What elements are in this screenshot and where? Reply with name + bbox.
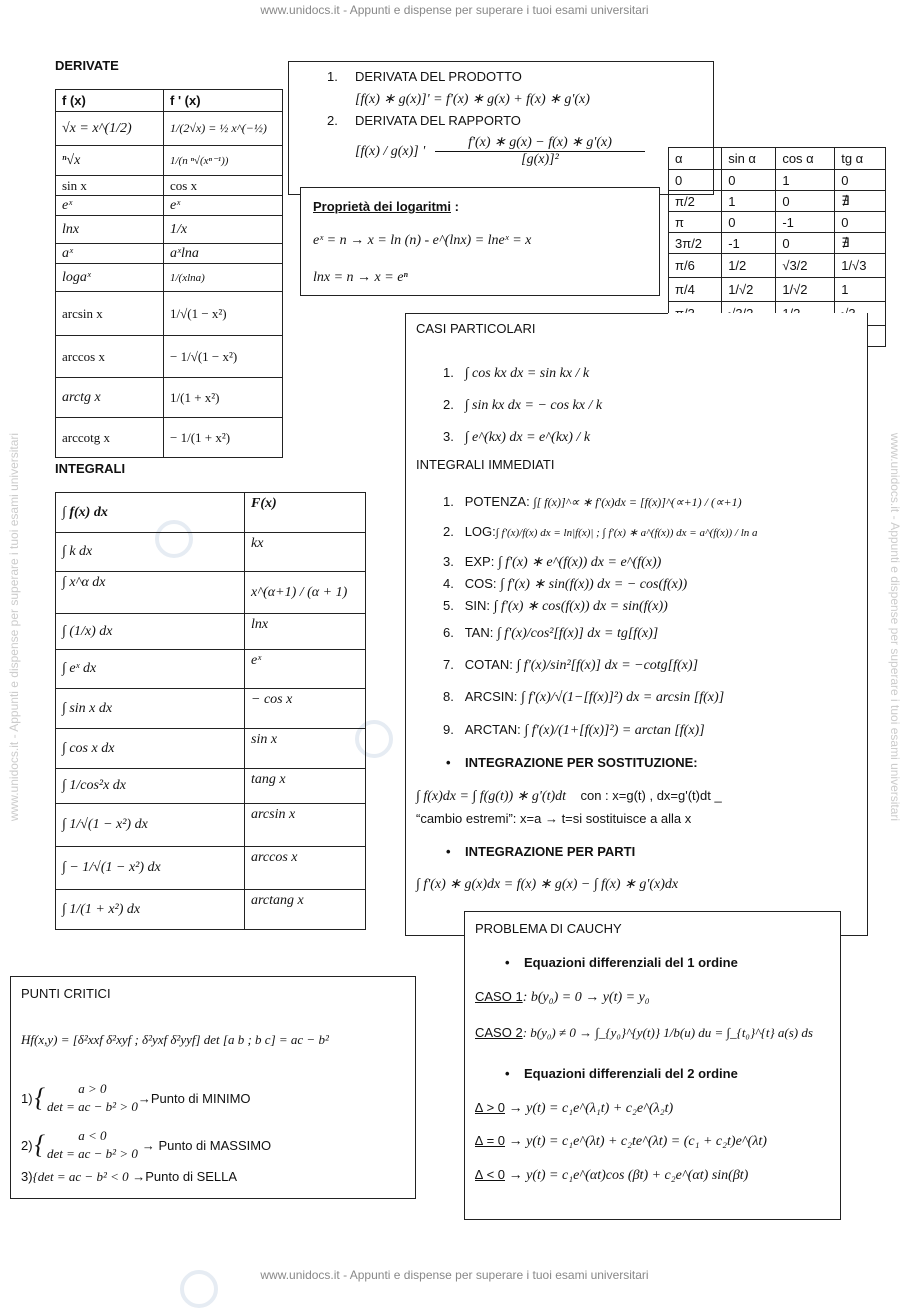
derivate-cell: 1/x [164,216,283,244]
integrali-table [55,492,366,930]
derivate-cell: 1/(2√x) = ½ x^(−½) [164,112,283,146]
trig-header: sin α [722,148,776,170]
trig-cell: ∄ [835,233,886,254]
integrali-cell: ∫ − 1/√(1 − x²) dx [56,847,245,890]
integrali-cell: ∫ x^α dx [56,572,245,614]
trig-cell: 1 [776,170,835,191]
delta-zero: ∆ = 0 → y(t) = c₁e^(λt) + c₂te^(λt) = (c₁ + c₂t)e^(λt) [475,1133,767,1149]
derivate-header-fx: f (x) [56,90,164,112]
derivate-cell: logaˣ [56,264,164,292]
integrali-cell: lnx [245,614,366,650]
derivate-cell: √x = x^(1/2) [56,112,164,146]
trig-cell: 0 [776,233,835,254]
trig-cell: 0 [669,170,722,191]
derivate-cell: − 1/√(1 − x²) [164,336,283,378]
derivate-cell: arccos x [56,336,164,378]
integrali-cell: ∫ 1/(1 + x²) dx [56,890,245,930]
trig-cell: 1/2 [722,254,776,278]
derivate-cell: eˣ [56,196,164,216]
case-minimum: 1) { a > 0 det = ac − b² > 0 →Punto di MINIMO [21,1081,251,1114]
casi-list [443,357,602,453]
logarithms-colon: : [454,199,459,214]
quotient-lhs: [f(x) / g(x)] ' [355,144,426,159]
trig-header: α [669,148,722,170]
immediati-item: 7. COTAN: ∫ f'(x)/sin²[f(x)] dx = −cotg[f(x)] [443,657,699,673]
integrali-cell: ∫ eˣ dx [56,650,245,689]
integrali-cell: eˣ [245,650,366,689]
trig-cell: 0 [722,170,776,191]
integrali-title: INTEGRALI [55,461,126,476]
trig-cell: 0 [835,212,886,233]
rule-number: 2. [327,113,338,128]
watermark-side-left: www.unidocs.it - Appunti e dispense per superare i tuoi esami universitari [7,432,21,822]
derivate-cell: ⁿ√x [56,146,164,176]
integrali-cell: ∫ 1/cos²x dx [56,769,245,804]
immediati-list [443,494,758,750]
integrali-cell: x^(α+1) / (α + 1) [245,572,366,614]
logarithms-title: Proprietà dei logaritmi [313,199,451,214]
integrali-cell: ∫ (1/x) dx [56,614,245,650]
integrali-cell: ∫ cos x dx [56,729,245,769]
watermark-logo-icon [180,1270,218,1308]
integrali-cell: arcsin x [245,804,366,847]
punti-title: PUNTI CRITICI [21,986,111,1001]
rule-title: DERIVATA DEL RAPPORTO [355,113,521,128]
derivate-cell: 1/√(1 − x²) [164,292,283,336]
trig-cell: -1 [722,233,776,254]
trig-cell: π/2 [669,191,722,212]
trig-cell: √3/2 [776,254,835,278]
integrali-cell: ∫ 1/√(1 − x²) dx [56,804,245,847]
delta-negative: ∆ < 0 → y(t) = c₁e^(αt)cos (βt) + c₂e^(αt) sin(βt) [475,1167,749,1183]
derivate-cell: lnx [56,216,164,244]
derivate-cell: aˣlna [164,244,283,264]
cauchy-box [464,911,841,1220]
derivate-cell: sin x [56,176,164,196]
immediati-item: 9. ARCTAN: ∫ f'(x)/(1+[f(x)]²) = arctan [f(x)] [443,722,705,738]
case-maximum: 2) { a < 0 det = ac − b² > 0 → Punto di MASSIMO [21,1128,272,1161]
trig-cell: 1/√2 [722,278,776,302]
parti-title: • INTEGRAZIONE PER PARTI [446,844,636,859]
trig-header: tg α [835,148,886,170]
cauchy-title: PROBLEMA DI CAUCHY [475,921,622,936]
trig-cell: 0 [835,170,886,191]
derivative-rules-box [288,61,714,195]
derivate-cell: arcsin x [56,292,164,336]
trig-cell: 1 [722,191,776,212]
logarithm-property: eˣ = n → x = ln (n) - e^(lnx) = lneˣ = x [313,233,532,248]
trig-cell: π/6 [669,254,722,278]
immediati-item: 4. COS: ∫ f'(x) ∗ sin(f(x)) dx = − cos(f(x)) [443,576,688,592]
derivate-cell: aˣ [56,244,164,264]
integrali-cell: arccos x [245,847,366,890]
integrali-cell: sin x [245,729,366,769]
casi-item: 2. ∫ sin kx dx = − cos kx / k [443,397,603,413]
sostituzione-title: • INTEGRAZIONE PER SOSTITUZIONE: [446,755,698,770]
caso2: CASO 2: b(y₀) ≠ 0 → ∫_{y₀}^{y(t)} 1/b(u) du = ∫_{t₀}^{t} a(s) ds [475,1025,813,1040]
immediati-item: 6. TAN: ∫ f'(x)/cos²[f(x)] dx = tg[f(x)] [443,625,659,641]
watermark-side-right: www.unidocs.it - Appunti e dispense per superare i tuoi esami universitari [888,432,902,822]
trig-cell: ∄ [835,191,886,212]
derivate-cell: 1/(1 + x²) [164,378,283,418]
integrali-cell: ∫ k dx [56,533,245,572]
derivate-title: DERIVATE [55,58,119,73]
quotient-denominator: [g(x)]² [521,152,559,167]
casi-title: CASI PARTICOLARI [416,321,536,336]
integrali-cell: kx [245,533,366,572]
casi-item: 3. ∫ e^(kx) dx = e^(kx) / k [443,429,591,445]
trig-cell: 0 [722,212,776,233]
delta-positive: ∆ > 0 → y(t) = c₁e^(λ₁t) + c₂e^(λ₂t) [475,1100,674,1116]
product-formula: [f(x) ∗ g(x)]' = f'(x) ∗ g(x) + f(x) ∗ g'(x) [355,92,590,107]
trig-cell: 1 [835,278,886,302]
derivate-cell: arccotg x [56,418,164,458]
watermark-bottom: www.unidocs.it - Appunti e dispense per superare i tuoi esami universitari [260,1268,649,1282]
immediati-item: 2. LOG:∫ f'(x)/f(x) dx = ln|f(x)| ; ∫ f'(x) ∗ a^(f(x)) dx = a^(f(x)) / ln a [443,524,758,539]
immediati-item: 1. POTENZA: ∫[ f(x)]^∝ ∗ f'(x)dx = [f(x)]^(∝+1) / (∝+1) [443,494,742,509]
derivate-table [55,89,283,458]
caso1: CASO 1: b(y₀) = 0 → y(t) = y₀ [475,989,650,1005]
immediati-title: INTEGRALI IMMEDIATI [416,457,555,472]
trig-cell: -1 [776,212,835,233]
immediati-item: 5. SIN: ∫ f'(x) ∗ cos(f(x)) dx = sin(f(x)) [443,598,668,614]
sostituzione-formula: ∫ f(x)dx = ∫ f(g(t)) ∗ g'(t)dt con : x=g(t) , dx=g'(t)dt _ [416,788,722,804]
trig-cell: 3π/2 [669,233,722,254]
rule-title: DERIVATA DEL PRODOTTO [355,69,522,84]
cauchy-second-order: • Equazioni differenziali del 2 ordine [505,1066,738,1081]
immediati-item: 8. ARCSIN: ∫ f'(x)/√(1−[f(x)]²) dx = arcsin [f(x)] [443,689,725,705]
critical-points-box [10,976,416,1199]
quotient-numerator: f'(x) ∗ g(x) − f(x) ∗ g'(x) [435,134,645,152]
integrali-cell: − cos x [245,689,366,729]
derivate-cell: eˣ [164,196,283,216]
cauchy-first-order: • Equazioni differenziali del 1 ordine [505,955,738,970]
integrali-cell: tang x [245,769,366,804]
derivate-cell: 1/(xlna) [164,264,283,292]
sostituzione-estremi: “cambio estremi”: x=a → t=si sostituisce a alla x [416,811,692,826]
rule-number: 1. [327,69,338,84]
integrali-cell: arctang x [245,890,366,930]
case-saddle: 3){det = ac − b² < 0 →Punto di SELLA [21,1169,238,1184]
trig-cell: 1/√2 [776,278,835,302]
watermark-top: www.unidocs.it - Appunti e dispense per superare i tuoi esami universitari [260,3,649,17]
immediati-item: 3. EXP: ∫ f'(x) ∗ e^(f(x)) dx = e^(f(x)) [443,554,662,570]
logarithms-box [300,187,660,296]
parti-formula: ∫ f'(x) ∗ g(x)dx = f(x) ∗ g(x) − ∫ f(x) ∗ g'(x)dx [416,877,679,892]
derivate-cell: cos x [164,176,283,196]
integrali-header: F(x) [245,493,366,533]
integrali-cell: ∫ sin x dx [56,689,245,729]
derivate-cell: − 1/(1 + x²) [164,418,283,458]
integrali-header: ∫ f(x) dx [56,493,245,533]
derivate-header-dfx: f ' (x) [164,90,283,112]
trig-cell: π/4 [669,278,722,302]
trig-header: cos α [776,148,835,170]
hessian-formula: Hf(x,y) = [δ²xxf δ²xyf ; δ²yxf δ²yyf] det [a b ; b c] = ac − b² [21,1032,329,1047]
casi-item: 1. ∫ cos kx dx = sin kx / k [443,365,590,381]
trig-cell: π [669,212,722,233]
derivate-cell: 1/(n ⁿ√(xⁿ⁻¹)) [164,146,283,176]
trig-cell: 0 [776,191,835,212]
trig-cell: 1/√3 [835,254,886,278]
derivate-cell: arctg x [56,378,164,418]
logarithm-property: lnx = n → x = eⁿ [313,270,408,285]
